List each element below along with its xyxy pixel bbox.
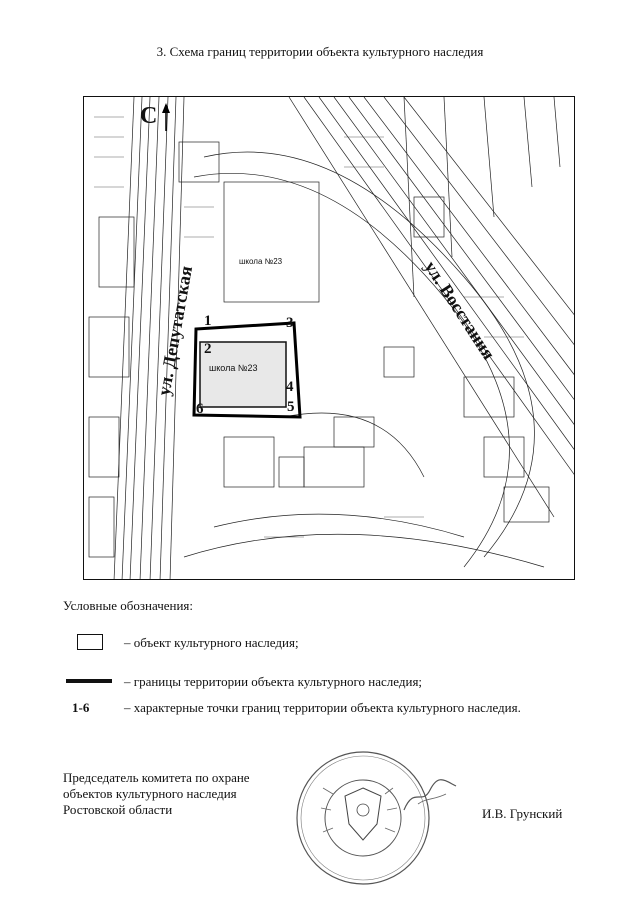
handwritten-signature <box>400 776 460 816</box>
boundary-point-6: 6 <box>196 401 204 417</box>
legend-points-text: – характерные точки границ территории объекта культурного наследия. <box>124 700 521 715</box>
legend-boundary-symbol <box>66 679 112 683</box>
legend-points-code: 1-6 <box>72 700 90 715</box>
boundary-point-4: 4 <box>286 379 294 395</box>
document-title: 3. Схема границ территории объекта культурного наследия <box>156 44 484 59</box>
legend-boundary-text: – границы территории объекта культурного наследия; <box>124 674 423 689</box>
north-label: С <box>140 103 158 129</box>
street-label-deputatskaya: ул. Депутатская <box>153 264 197 398</box>
legend-heritage-symbol <box>77 634 103 650</box>
signatory-position-line-3: Ростовской области <box>63 802 173 817</box>
heritage-object <box>200 342 286 407</box>
signatory-position <box>63 770 250 818</box>
signatory-position-line-1: Председатель комитета по охране <box>63 770 250 785</box>
upper-building-label: школа №23 <box>239 257 283 266</box>
boundary-point-5: 5 <box>287 399 295 415</box>
signatory-name: И.В. Грунский <box>482 806 563 821</box>
coat-of-arms-icon <box>345 788 381 840</box>
legend-heritage-text: – объект культурного наследия; <box>124 635 299 650</box>
boundary-point-1: 1 <box>204 313 212 329</box>
map-drawing <box>84 97 575 580</box>
signatory-position-line-2: объектов культурного наследия <box>63 786 237 801</box>
legend-heading: Условные обозначения: <box>63 598 194 613</box>
boundary-point-2: 2 <box>204 341 212 357</box>
heritage-object-label: школа №23 <box>209 363 258 373</box>
north-arrow-icon <box>162 103 170 131</box>
official-seal <box>293 748 433 888</box>
boundary-map <box>83 96 575 580</box>
boundary-point-3: 3 <box>286 315 294 331</box>
street-label-vosstaniya: ул. Восстания <box>420 257 500 364</box>
survey-lines <box>89 97 575 580</box>
